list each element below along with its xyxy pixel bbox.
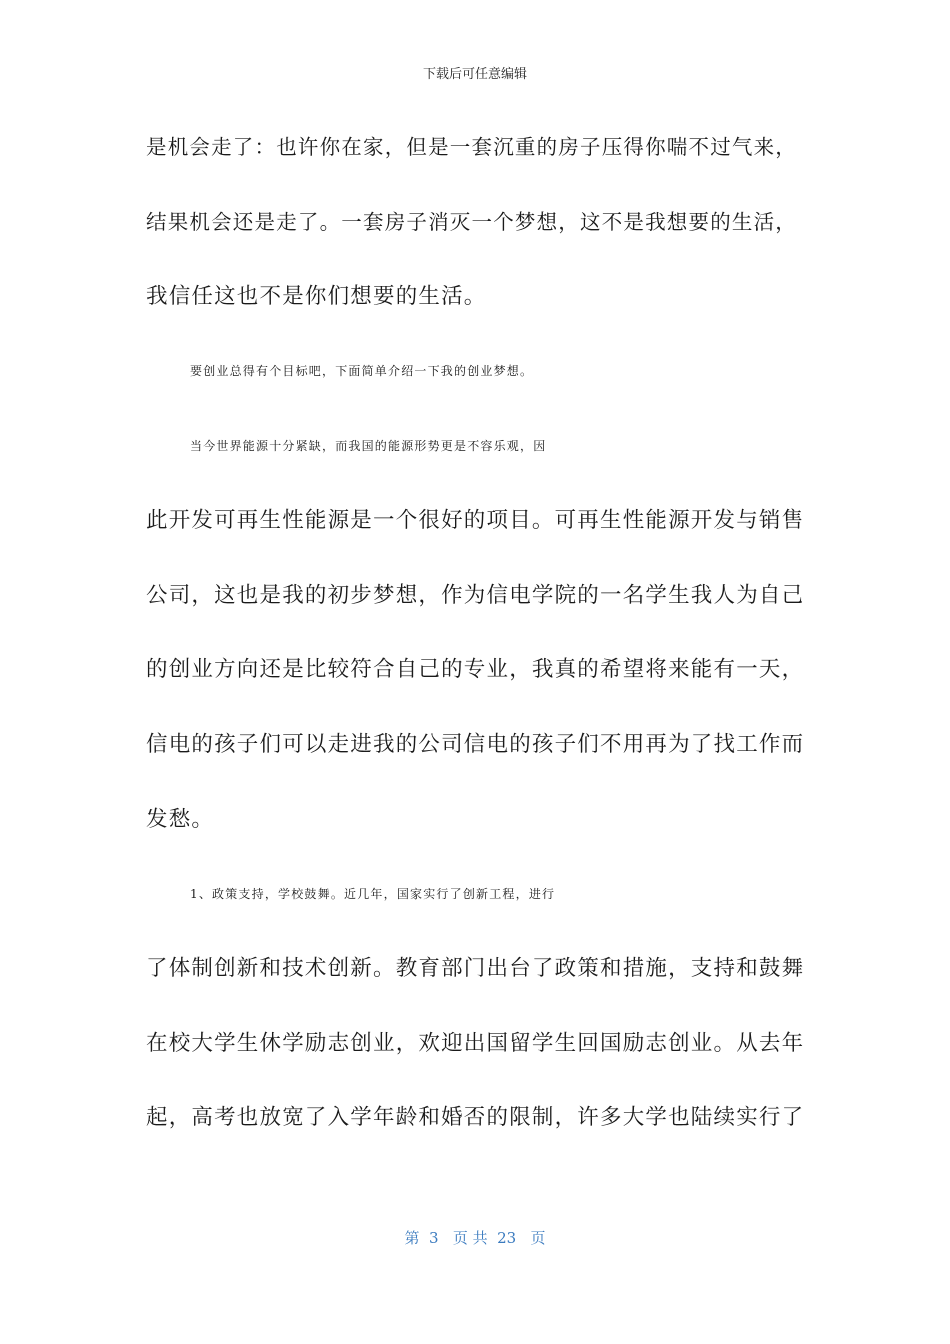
page-number: 第 3 页 共 23 页 xyxy=(404,1229,546,1247)
text-line: 结果机会还是走了。一套房子消灭一个梦想，这不是我想要的生活， xyxy=(146,210,797,234)
text-line: 的创业方向还是比较符合自己的专业，我真的希望将来能有一天， xyxy=(146,657,805,682)
page-header: 下载后可任意编辑 xyxy=(422,67,527,82)
text-line: 我信任这也不是你们想要的生活。 xyxy=(146,284,487,309)
text-line: 在校大学生休学励志创业，欢迎出国留学生回国励志创业。从去年 xyxy=(146,1031,805,1056)
text-line: 1、政策支持，学校鼓舞。近几年，国家实行了创新工程，进行 xyxy=(190,887,556,901)
text-line: 发愁。 xyxy=(146,807,215,832)
text-line: 要创业总得有个目标吧，下面简单介绍一下我的创业梦想。 xyxy=(190,364,534,378)
text-line: 信电的孩子们可以走进我的公司信电的孩子们不用再为了找工作而 xyxy=(146,732,805,757)
text-line: 公司，这也是我的初步梦想，作为信电学院的一名学生我人为自己 xyxy=(146,583,805,608)
text-line: 此开发可再生性能源是一个很好的项目。可再生性能源开发与销售 xyxy=(146,508,805,533)
text-line: 起，高考也放宽了入学年龄和婚否的限制，许多大学也陆续实行了 xyxy=(146,1105,805,1130)
text-line: 了体制创新和技术创新。教育部门出台了政策和措施，支持和鼓舞 xyxy=(146,956,805,981)
text-line: 是机会走了：也许你在家，但是一套沉重的房子压得你喘不过气来， xyxy=(146,135,797,159)
text-line: 当今世界能源十分紧缺，而我国的能源形势更是不容乐观，因 xyxy=(190,439,547,453)
